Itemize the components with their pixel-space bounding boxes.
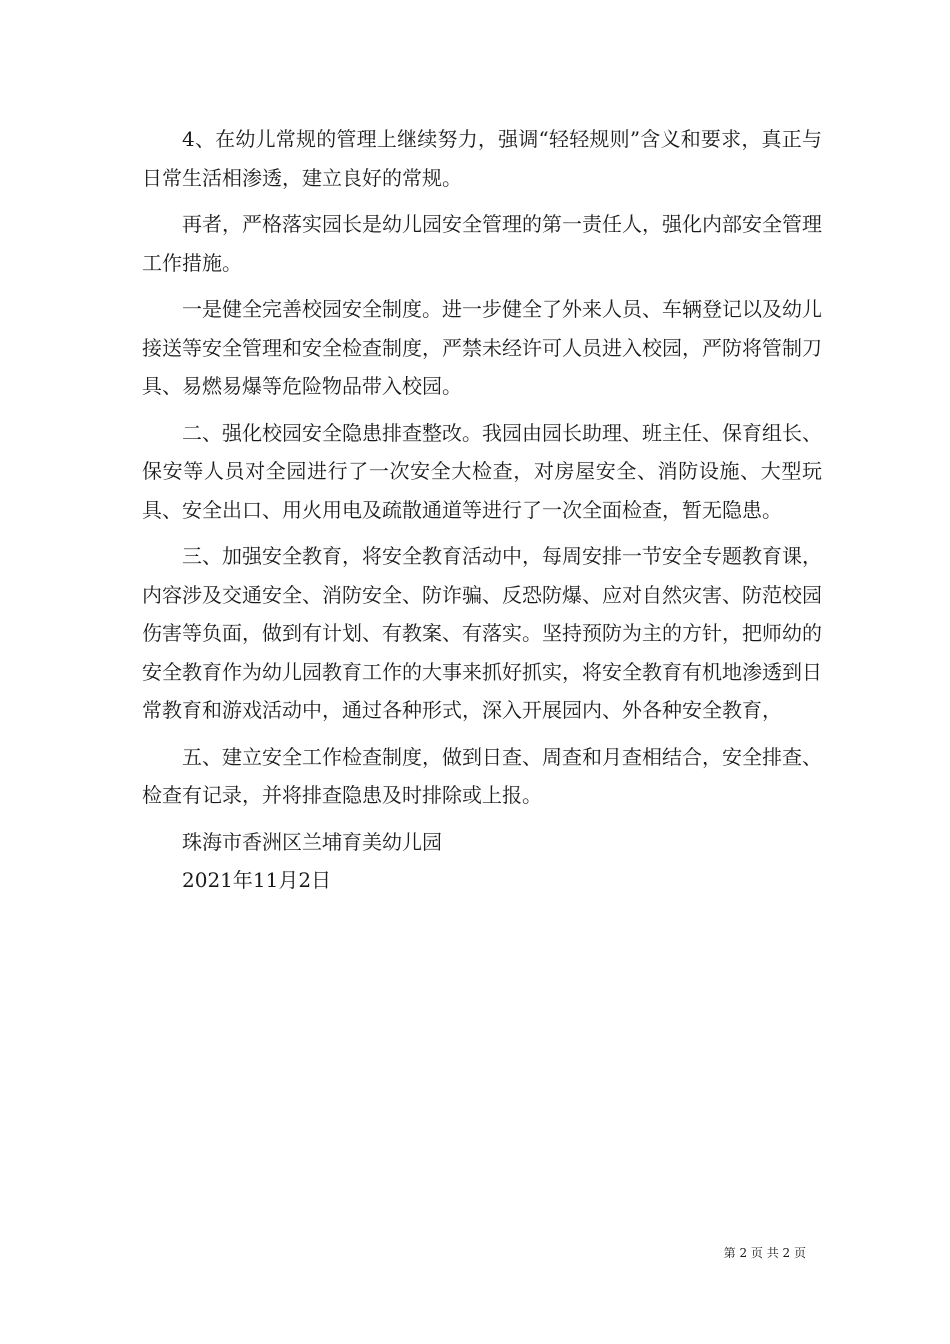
paragraph-2: 再者，严格落实园长是幼儿园安全管理的第一责任人，强化内部安全管理工作措施。: [142, 212, 822, 275]
paragraph-6: 五、建立安全工作检查制度，做到日查、周查和月查相结合，安全排查、检查有记录，并将排查隐患及时排除或上报。: [142, 744, 822, 807]
paragraph-4: 二、强化校园安全隐患排查整改。我园由园长助理、班主任、保育组长、保安等人员对全园进行了一次安全大检查，对房屋安全、消防设施、大型玩具、安全出口、用火用电及疏散通道等进行了一次全面检查，暂无隐患。: [142, 420, 822, 522]
paragraph-1: 4、在幼儿常规的管理上继续努力，强调“轻轻规则”含义和要求，真正与日常生活相渗透，建立良好的常规。: [142, 127, 822, 190]
document-body: [142, 120, 822, 900]
paragraph-5: 三、加强安全教育，将安全教育活动中，每周安排一节安全专题教育课，内容涉及交通安全、消防安全、防诈骗、反恐防爆、应对自然灾害、防范校园伤害等负面，做到有计划、有教案、有落实。坚持预防为主的方针，把师幼的安全教育作为幼儿园教育工作的大事来抓好抓实，将安全教育有机地渗透到日常教育和游戏活动中，通过各种形式，深入开展园内、外各种安全教育，: [142, 544, 822, 722]
paragraph-3: 一是健全完善校园安全制度。进一步健全了外来人员、车辆登记以及幼儿接送等安全管理和安全检查制度，严禁未经许可人员进入校园，严防将管制刀具、易燃易爆等危险物品带入校园。: [142, 297, 822, 398]
document-date: 2021年11月2日: [182, 868, 332, 892]
page-number: 第 2 页 共 2 页: [723, 1246, 806, 1260]
organization-name: 珠海市香洲区兰埔育美幼儿园: [182, 829, 442, 854]
